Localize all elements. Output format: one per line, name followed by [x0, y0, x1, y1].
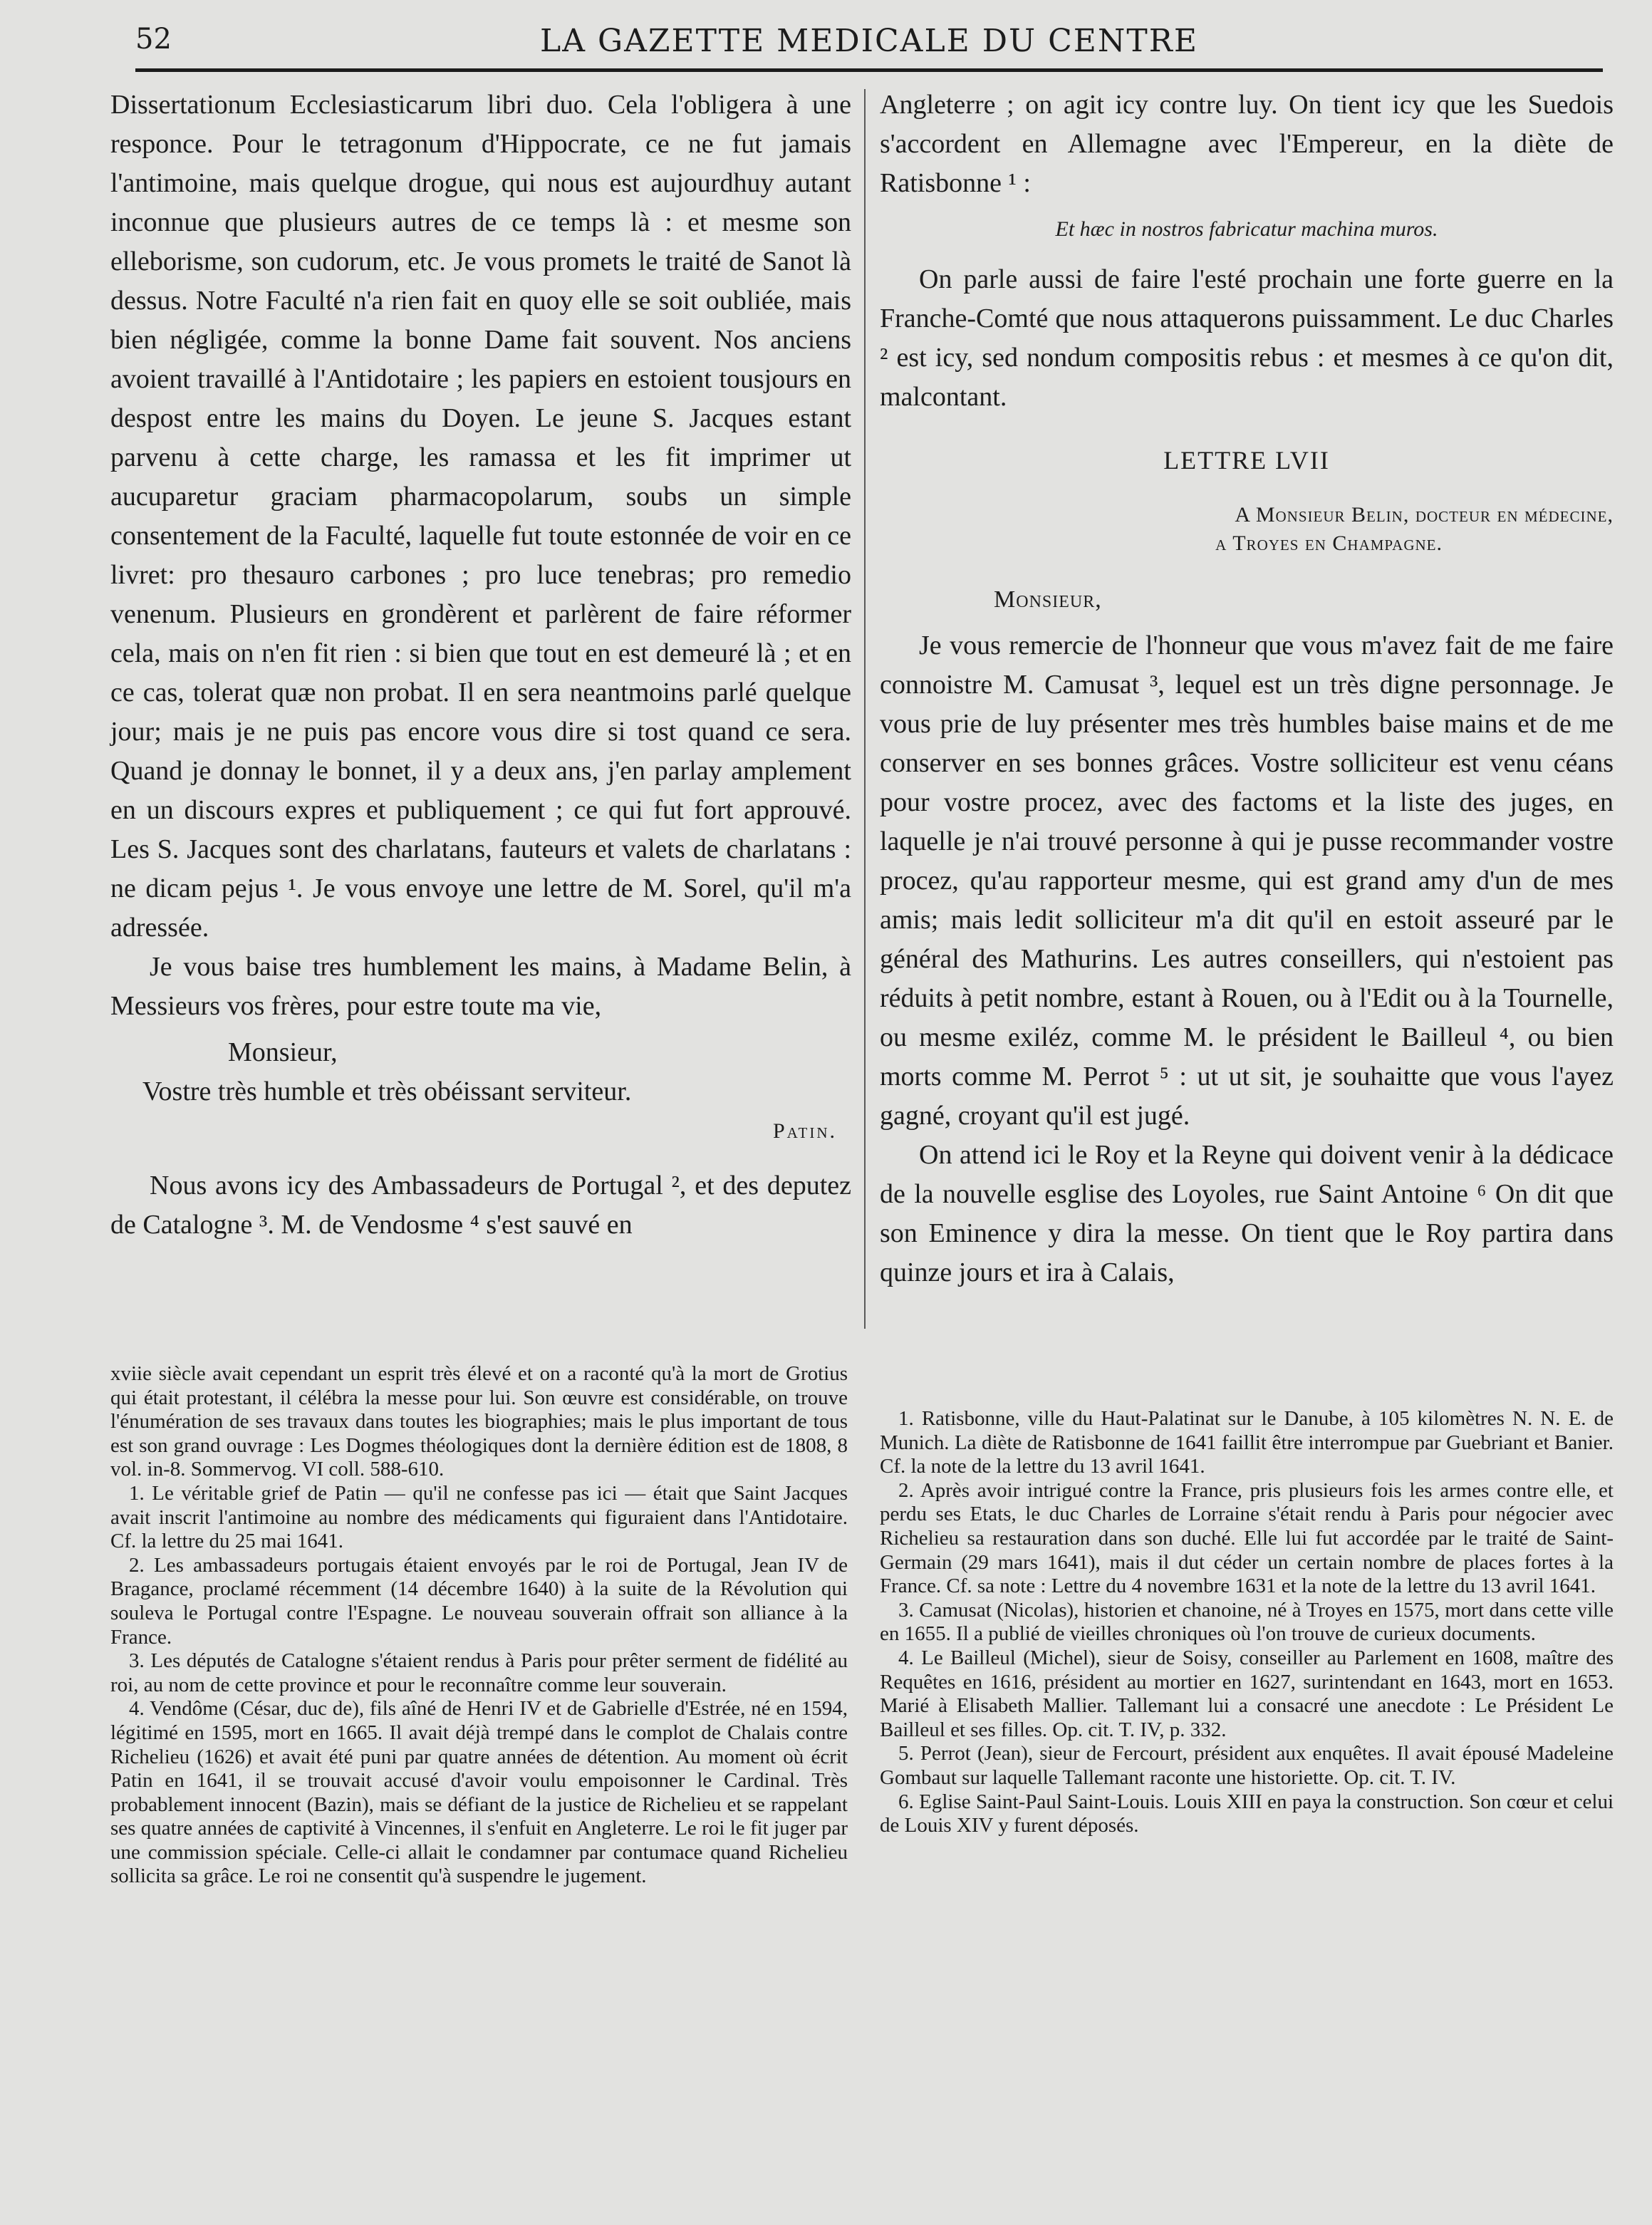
footnote-2: 2. Les ambassadeurs portugais étaient envoyés par le roi de Portugal, Jean IV de Bragance, proclamé récemment (14 décembre 1640) à la suite de la Révolution qui souleva le Portugal contre l'Espagne. Le nouveau souverain offrait son alliance à la France.: [110, 1553, 848, 1649]
addressee-line-1: A Monsieur Belin, docteur en médecine,: [1235, 503, 1614, 527]
right-column: [880, 85, 1614, 1292]
journal-title: LA GAZETTE MEDICALE DU CENTRE: [539, 23, 1199, 59]
left-column: [110, 85, 851, 1245]
paragraph-continued: Dissertationum Ecclesiasticarum libri duo. Cela l'obligera à une responce. Pour le tetragonum d'Hippocrate, ce ne fut jamais l'antimoine, mais quelque drogue, qui nous est aujourdhuy autant inconnue que plusieurs autres de ce temps là : et mesme son elleborisme, son cudorum, etc. Je vous promets le traité de Sanot là dessus. Notre Faculté n'a rien fait en quoy elle se soit oubliée, mais bien négligée, comme la bonne Dame fait souvent. Nos anciens avoient travaillé à l'Antidotaire ; les papiers en estoient tousjours en despost entre les mains du Doyen. Le jeune S. Jacques estant parvenu à cette charge, les ramassa et les fit imprimer ut aucuparetur graciam pharmacopolarum, soubs un simple consentement de la Faculté, laquelle fut toute estonnée de voir en ce livret: pro thesauro carbones ; pro luce tenebras; pro remedio venenum. Plusieurs en grondèrent et parlèrent de faire réformer cela, mais on n'en fit rien : si bien que tout en est demeuré là ; et en ce cas, tolerat quæ non probat. Il en sera neantmoins parlé quelque jour; mais je ne puis pas encore vous dire si tost quand ce sera. Quand je donnay le bonnet, il y a deux ans, j'en parlay amplement en un discours expres et publiquement ; ce qui fut fort approuvé. Les S. Jacques sont des charlatans, fauteurs et valets de charlatans : ne dicam pejus ¹. Je vous envoye une lettre de M. Sorel, qu'il m'a adressée.: [110, 90, 851, 943]
letter-salutation: Monsieur,: [994, 586, 1102, 613]
paragraph-roy-reyne: On attend ici le Roy et la Reyne qui doivent venir à la dédicace de la nouvelle esglise des Loyoles, rue Saint Antoine ⁶ On dit que son Eminence y dira la messe. On tient que le Roy partira dans quinze jours et ira à Calais,: [880, 1140, 1614, 1287]
footnote-4: 4. Vendôme (César, duc de), fils aîné de Henri IV et de Gabrielle d'Estrée, né en 1594, légitimé en 1595, mort en 1665. Il avait déjà trempé dans le complot de Chalais contre Richelieu (1626) et avait été puni par quatre années de détention. Au moment où écrit Patin en 1641, il se trouvait accusé d'avoir voulu empoisonner le Cardinal. Très probablement innocent (Bazin), mais se défiant de la justice de Richelieu et se rappelant ses quatre années de captivité à Vincennes, il s'enfuit en Angleterre. Le roi le fit juger par une commission spéciale. Celle-ci allait le condamner par contumace quand Richelieu sollicita sa grâce. Le roi ne consentit qu'à suspendre le jugement.: [110, 1697, 848, 1888]
header-rule: [135, 68, 1603, 72]
paragraph-closing-formula: Je vous baise tres humblement les mains, à Madame Belin, à Messieurs vos frères, pour estre toute ma vie,: [110, 952, 851, 1021]
signature: Patin.: [772, 1119, 837, 1143]
column-divider: [864, 89, 866, 1329]
closing-signoff: Vostre très humble et très obéissant serviteur.: [142, 1077, 632, 1106]
paragraph-camusat: Je vous remercie de l'honneur que vous m'avez fait de me faire connoistre M. Camusat ³, lequel est un très digne personnage. Je vous prie de luy présenter mes très humbles baise mains et de me conserver en ses bonnes grâces. Vostre solliciteur est venu céans pour vostre procez, avec des factoms et la liste des juges, en laquelle je n'ai trouvé personne à qui je pusse recommander vostre procez, qu'au rapporteur mesme, qui est grand amy d'un de mes amis; mais ledit solliciteur m'a dit qu'il en estoit asseuré par le général des Mathurins. Les autres conseillers, qui n'estoient pas réduits à petit nombre, estant à Rouen, ou à l'Edit ou à la Tournelle, ou mesme exiléz, comme M. le président le Bailleul ⁴, ou bien morts comme M. Perrot ⁵ : ut ut sit, je souhaitte que vous l'ayez gagné, croyant qu'il est jugé.: [880, 631, 1614, 1131]
page-header: [135, 23, 1603, 66]
footnote-4: 4. Le Bailleul (Michel), sieur de Soisy, conseiller au Parlement en 1608, maître des Requêtes en 1616, président au mortier en 1627, surintendant en 1643, mort en 1653. Marié à Elisabeth Mallier. Tallemant lui a consacré une anecdote : Le Président Le Bailleul et ses filles. Op. cit. T. IV, p. 332.: [880, 1646, 1614, 1741]
footnote-5: 5. Perrot (Jean), sieur de Fercourt, président aux enquêtes. Il avait épousé Madeleine Gombaut sur laquelle Tallemant raconte une historiette. Op. cit. T. IV.: [880, 1742, 1614, 1789]
footnote-continued: xviie siècle avait cependant un esprit très élevé et on a raconté qu'à la mort de Grotius qui était protestant, il célébra la messe pour lui. Son œuvre est considérable, on trouve l'énumération de ses travaux dans toutes les biographies; mais le plus important de tous est son grand ouvrage : Les Dogmes théologiques dont la dernière édition est de 1808, 8 vol. in-8. Sommervog. VI coll. 588-610.: [110, 1362, 848, 1481]
footnote-3: 3. Les députés de Catalogne s'étaient rendus à Paris pour prêter serment de fidélité au roi, au nom de cette province et pour le reconnaître comme leur souverain.: [110, 1649, 848, 1696]
letter-closing: [110, 1033, 851, 1151]
footnote-6: 6. Eglise Saint-Paul Saint-Louis. Louis XIII en paya la construction. Son cœur et celui de Louis XIV y furent déposés.: [880, 1790, 1614, 1837]
footnote-1: 1. Le véritable grief de Patin — qu'il ne confesse pas ici — était que Saint Jacques avait inscrit l'antimoine au nombre des médicaments qui figuraient dans l'Antidotaire. Cf. la lettre du 25 mai 1641.: [110, 1481, 848, 1553]
footnotes-left: [110, 1362, 848, 1889]
footnote-1: 1. Ratisbonne, ville du Haut-Palatinat sur le Danube, à 105 kilomètres N. N. E. de Munich. La diète de Ratisbonne de 1641 faillit être interrompue par Guebriant et Banier. Cf. la note de la lettre du 13 avril 1641.: [880, 1407, 1614, 1478]
page-number: 52: [135, 23, 172, 56]
paragraph-continued-right: Angleterre ; on agit icy contre luy. On tient icy que les Suedois s'accordent en Allemagne avec l'Empereur, en la diète de Ratisbonne ¹ :: [880, 90, 1614, 198]
latin-quote: Et hæc in nostros fabricatur machina muros.: [1055, 217, 1438, 241]
footnotes-right: [880, 1407, 1614, 1838]
letter-title: LETTRE LVII: [1163, 446, 1330, 474]
addressee-line-2: a Troyes en Champagne.: [1215, 531, 1443, 555]
letter-addressee: [880, 501, 1614, 558]
closing-salutation: Monsieur,: [228, 1037, 338, 1067]
paragraph-franche-comte: On parle aussi de faire l'esté prochain une forte guerre en la Franche-Comté que nous attaquerons puissamment. Le duc Charles ² est icy, sed nondum compositis rebus : et mesmes à ce qu'on dit, malcontant.: [880, 264, 1614, 412]
postscript-paragraph: Nous avons icy des Ambassadeurs de Portugal ², et des deputez de Catalogne ³. M. de Vendosme ⁴ s'est sauvé en: [110, 1171, 851, 1240]
footnote-3: 3. Camusat (Nicolas), historien et chanoine, né à Troyes en 1575, mort dans cette ville en 1655. Il a publié de vieilles chroniques où l'on trouve de curieux documents.: [880, 1598, 1614, 1646]
footnote-2: 2. Après avoir intrigué contre la France, pris plusieurs fois les armes contre elle, et perdu ses Etats, le duc Charles de Lorraine s'était rendu à Paris pour négocier avec Richelieu sa restauration dans son duché. Elle lui fut accordée par le traité de Saint-Germain (29 mars 1641), mais il dut céder un certain nombre de places fortes à la France. Cf. sa note : Lettre du 4 novembre 1631 et la note de la lettre du 13 avril 1641.: [880, 1478, 1614, 1598]
